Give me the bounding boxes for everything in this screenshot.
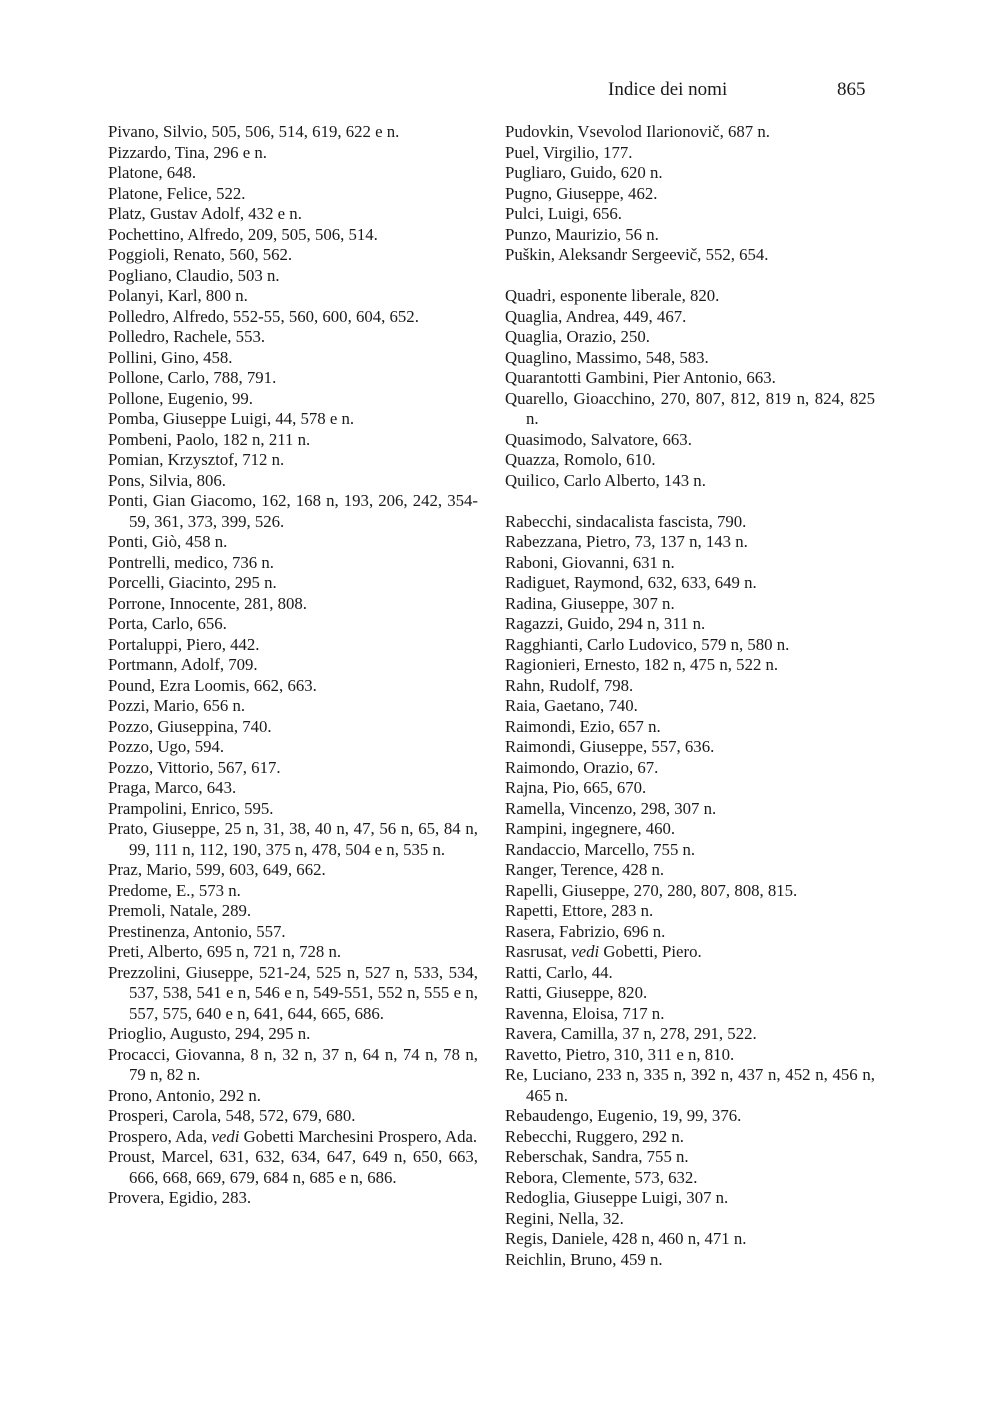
index-entry: Porrone, Innocente, 281, 808. [108,593,307,613]
index-entry: Rabecchi, sindacalista fascista, 790. [505,511,747,531]
index-entry: Rebecchi, Ruggero, 292 n. [505,1126,684,1146]
index-entry: Radina, Giuseppe, 307 n. [505,593,675,613]
index-entry-text: Gobetti Marchesini Prospero, Ada. [239,1126,478,1146]
index-entry: Ramella, Vincenzo, 298, 307 n. [505,798,717,818]
index-entry: Radiguet, Raymond, 632, 633, 649 n. [505,573,757,592]
index-entry: Quadri, esponente liberale, 820. [505,286,720,305]
index-entry [108,1127,478,1148]
index-entry: Proust, Marcel, 631, 632, 634, 647, 649 n, 650, 663, 666, 668, 669, 679, 684 n, 685 e n, 686. [108,1147,478,1187]
index-entry: Quasimodo, Salvatore, 663. [505,429,692,449]
index-entry: Pugliaro, Guido, 620 n. [505,163,663,182]
index-entry: Platz, Gustav Adolf, 432 e n. [108,204,302,223]
index-entry: Pizzardo, Tina, 296 e n. [108,142,267,162]
index-entry: Quaglia, Orazio, 250. [505,327,650,346]
index-entry: Rapetti, Ettore, 283 n. [505,901,654,920]
index-entry: Redoglia, Giuseppe Luigi, 307 n. [505,1188,729,1207]
index-entry-text: Prospero, Ada, [108,1126,212,1146]
index-entry: Rabezzana, Pietro, 73, 137 n, 143 n. [505,532,748,551]
index-entry: Porta, Carlo, 656. [108,614,227,633]
index-entry: Prono, Antonio, 292 n. [108,1085,261,1105]
index-entry: Rebora, Clemente, 573, 632. [505,1167,698,1187]
index-entry: Pombeni, Paolo, 182 n, 211 n. [108,429,311,449]
index-entry: Regini, Nella, 32. [505,1208,624,1228]
index-entry: Puškin, Aleksandr Sergeevič, 552, 654. [505,245,769,264]
index-entry: Polledro, Rachele, 553. [108,327,266,346]
index-entry: Raimondi, Giuseppe, 557, 636. [505,737,715,756]
index-entry [505,942,875,963]
index-entry: Ragazzi, Guido, 294 n, 311 n. [505,614,706,633]
index-entry: Pozzo, Giuseppina, 740. [108,716,272,736]
index-entry: Polanyi, Karl, 800 n. [108,286,248,305]
index-entry: Prezzolini, Giuseppe, 521-24, 525 n, 527 n, 533, 534, 537, 538, 541 e n, 546 e n, 549-551, 552 n, 555 e n, 557, 575, 640 e n, 641, 644, 665, 686. [108,962,478,1023]
index-entry: Ratti, Giuseppe, 820. [505,983,648,1002]
index-entry: Premoli, Natale, 289. [108,901,252,920]
index-entry: Pound, Ezra Loomis, 662, 663. [108,675,317,695]
index-entry: Prioglio, Augusto, 294, 295 n. [108,1024,311,1043]
index-entry: Rapelli, Giuseppe, 270, 280, 807, 808, 815. [505,880,798,900]
index-entry: Pivano, Silvio, 505, 506, 514, 619, 622 e n. [108,122,400,141]
index-entry: Pulci, Luigi, 656. [505,204,623,223]
index-entry: Pollone, Carlo, 788, 791. [108,368,277,387]
index-entry: Quazza, Romolo, 610. [505,450,656,469]
index-entry: Pochettino, Alfredo, 209, 505, 506, 514. [108,224,378,244]
index-entry: Quilico, Carlo Alberto, 143 n. [505,470,706,490]
index-entry: Platone, 648. [108,163,197,182]
index-entry: Reichlin, Bruno, 459 n. [505,1249,663,1269]
index-entry: Raimondo, Orazio, 67. [505,757,659,777]
cross-reference-marker: vedi [211,1126,240,1146]
index-entry: Ravenna, Eloisa, 717 n. [505,1003,665,1023]
index-entry: Prestinenza, Antonio, 557. [108,921,286,941]
index-entry: Pudovkin, Vsevolod Ilarionovič, 687 n. [505,122,770,141]
index-entry: Quaglino, Massimo, 548, 583. [505,347,709,367]
page-number: 865 [837,79,866,100]
index-entry: Portmann, Adolf, 709. [108,655,258,674]
index-column-right [505,122,875,1270]
index-entry: Preti, Alberto, 695 n, 721 n, 728 n. [108,942,342,961]
index-entry: Provera, Egidio, 283. [108,1188,252,1207]
index-entry: Re, Luciano, 233 n, 335 n, 392 n, 437 n, 452 n, 456 n, 465 n. [505,1065,875,1105]
index-entry: Ratti, Carlo, 44. [505,962,613,982]
index-entry: Pozzi, Mario, 656 n. [108,696,246,715]
index-entry: Randaccio, Marcello, 755 n. [505,839,696,859]
index-entry: Portaluppi, Piero, 442. [108,634,260,654]
index-entry: Prampolini, Enrico, 595. [108,798,274,818]
index-entry: Ravera, Camilla, 37 n, 278, 291, 522. [505,1024,757,1043]
index-entry: Prosperi, Carola, 548, 572, 679, 680. [108,1106,356,1125]
letter-group-gap [505,491,875,512]
index-entry: Raimondi, Ezio, 657 n. [505,716,661,736]
index-entry: Platone, Felice, 522. [108,183,246,203]
index-entry: Reberschak, Sandra, 755 n. [505,1147,689,1166]
index-entry: Rebaudengo, Eugenio, 19, 99, 376. [505,1106,742,1125]
index-entry: Rahn, Rudolf, 798. [505,675,634,695]
index-entry: Pugno, Giuseppe, 462. [505,183,658,203]
letter-group-gap [505,266,875,287]
index-entry: Ponti, Gian Giacomo, 162, 168 n, 193, 206, 242, 354-59, 361, 373, 399, 526. [108,491,478,531]
index-entry: Praz, Mario, 599, 603, 649, 662. [108,860,326,879]
index-entry: Pozzo, Ugo, 594. [108,737,225,756]
index-entry: Pomian, Krzysztof, 712 n. [108,450,285,469]
index-entry-text: Rasrusat, [505,942,572,961]
index-column-left [108,122,478,1209]
index-entry: Regis, Daniele, 428 n, 460 n, 471 n. [505,1229,747,1248]
index-entry: Rasera, Fabrizio, 696 n. [505,921,666,941]
index-entry: Ranger, Terence, 428 n. [505,860,665,879]
index-entry: Raboni, Giovanni, 631 n. [505,552,675,572]
index-entry: Pons, Silvia, 806. [108,470,226,490]
cross-reference-marker: vedi [571,942,600,961]
index-entry: Procacci, Giovanna, 8 n, 32 n, 37 n, 64 n, 74 n, 78 n, 79 n, 82 n. [108,1044,478,1084]
index-entry: Praga, Marco, 643. [108,778,237,797]
index-entry: Punzo, Maurizio, 56 n. [505,224,659,244]
index-entry: Quarantotti Gambini, Pier Antonio, 663. [505,368,776,387]
index-entry: Polledro, Alfredo, 552-55, 560, 600, 604, 652. [108,306,419,326]
index-entry: Raia, Gaetano, 740. [505,696,638,715]
index-entry: Rajna, Pio, 665, 670. [505,778,647,797]
index-entry: Pomba, Giuseppe Luigi, 44, 578 e n. [108,409,355,428]
index-entry: Prato, Giuseppe, 25 n, 31, 38, 40 n, 47, 56 n, 65, 84 n, 99, 111 n, 112, 190, 375 n, 478, 504 e n, 535 n. [108,819,478,859]
index-entry: Pollini, Gino, 458. [108,347,233,367]
index-entry: Pozzo, Vittorio, 567, 617. [108,757,281,777]
running-title: Indice dei nomi [608,79,728,100]
index-entry: Porcelli, Giacinto, 295 n. [108,573,277,592]
index-entry-text: Gobetti, Piero. [599,942,702,961]
index-entry: Quaglia, Andrea, 449, 467. [505,306,687,326]
index-entry: Pogliano, Claudio, 503 n. [108,265,280,285]
index-entry: Ravetto, Pietro, 310, 311 e n, 810. [505,1044,735,1064]
index-entry: Pontrelli, medico, 736 n. [108,552,274,572]
index-entry: Ponti, Giò, 458 n. [108,532,228,551]
index-entry: Ragionieri, Ernesto, 182 n, 475 n, 522 n. [505,655,779,674]
index-entry: Rampini, ingegnere, 460. [505,819,676,838]
index-entry: Ragghianti, Carlo Ludovico, 579 n, 580 n. [505,634,790,654]
index-entry: Quarello, Gioacchino, 270, 807, 812, 819 n, 824, 825 n. [505,388,875,428]
index-entry: Puel, Virgilio, 177. [505,142,633,162]
index-entry: Pollone, Eugenio, 99. [108,388,253,408]
index-entry: Poggioli, Renato, 560, 562. [108,245,293,264]
index-entry: Predome, E., 573 n. [108,880,241,900]
